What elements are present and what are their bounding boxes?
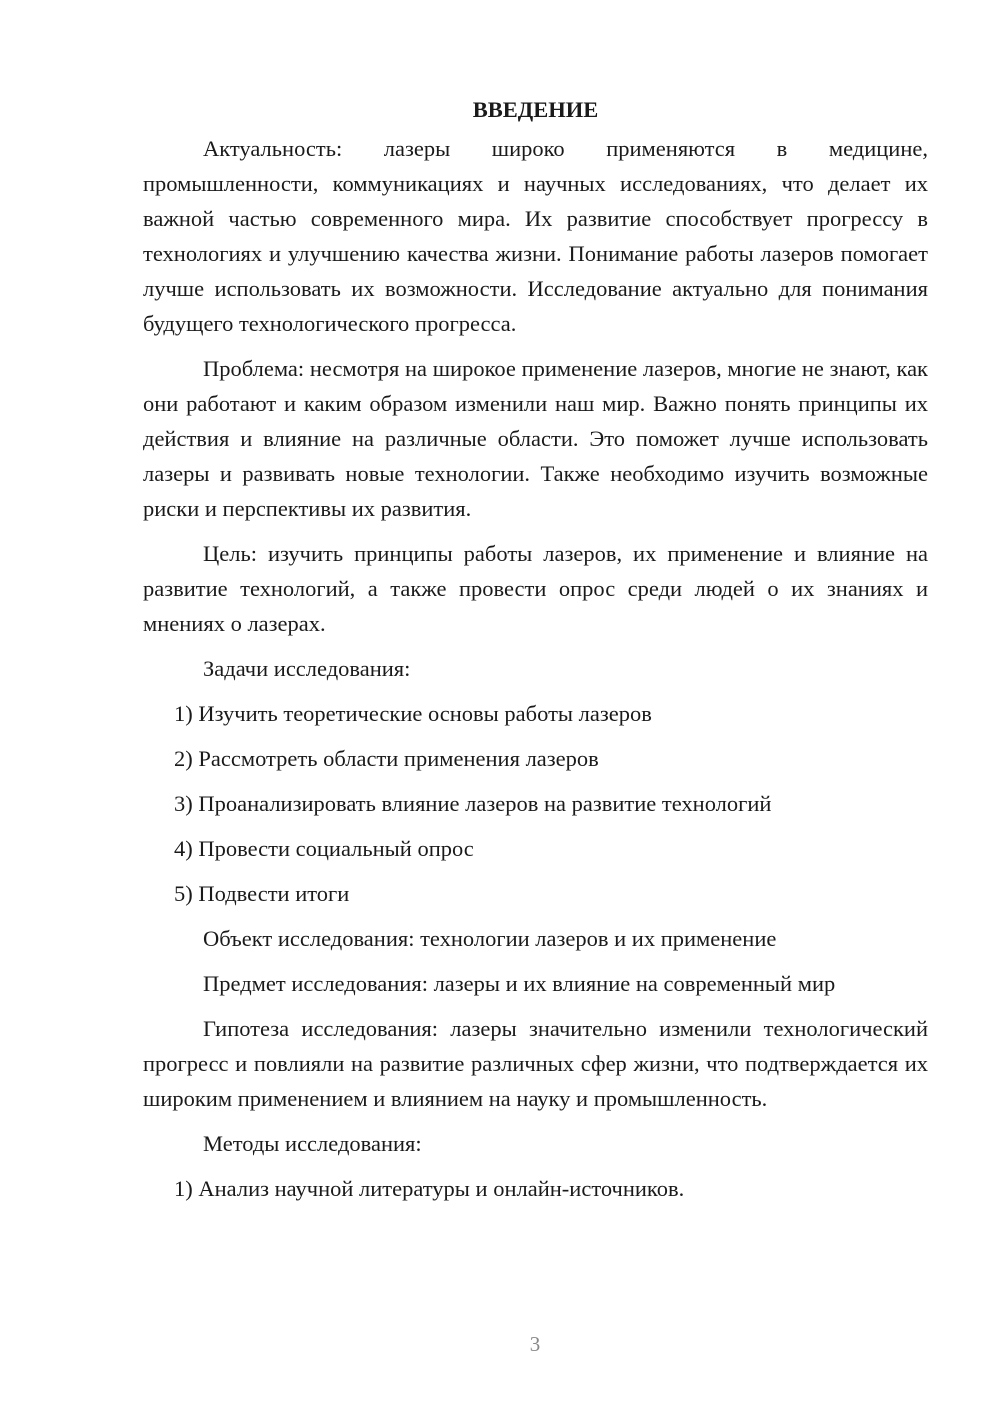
task-item: 3) Проанализировать влияние лазеров на развитие технологий: [174, 791, 772, 816]
methods-heading: Методы исследования:: [203, 1131, 422, 1156]
tasks-heading: Задачи исследования:: [203, 656, 411, 681]
document-page: [143, 92, 928, 1216]
problem-paragraph: Проблема: несмотря на широкое применение лазеров, многие не знают, как они работают и каким образом изменили наш мир. Важно понять принципы их действия и влияние на различные области. Это поможет лучше использовать лазеры и развивать новые технологии. Также необходимо изучить возможные риски и перспективы их развития.: [143, 356, 928, 521]
hypothesis-paragraph: Гипотеза исследования: лазеры значительно изменили технологический прогресс и повлияли на развитие различных сфер жизни, что подтверждается их широким применением и влиянием на науку и промышленность.: [143, 1016, 928, 1111]
goal-paragraph: Цель: изучить принципы работы лазеров, их применение и влияние на развитие технологий, а также провести опрос среди людей о их знаниях и мнениях о лазерах.: [143, 541, 928, 636]
task-item: 4) Провести социальный опрос: [174, 836, 474, 861]
method-item: 1) Анализ научной литературы и онлайн-источников.: [174, 1176, 685, 1201]
task-item: 5) Подвести итоги: [174, 881, 350, 906]
task-item: 1) Изучить теоретические основы работы лазеров: [174, 701, 652, 726]
page-number: 3: [529, 1332, 541, 1356]
research-object: Объект исследования: технологии лазеров и их применение: [203, 926, 777, 951]
research-subject: Предмет исследования: лазеры и их влияние на современный мир: [203, 971, 836, 996]
page-title: ВВЕДЕНИЕ: [472, 97, 599, 122]
task-item: 2) Рассмотреть области применения лазеров: [174, 746, 599, 771]
relevance-paragraph: Актуальность: лазеры широко применяются в медицине, промышленности, коммуникациях и научных исследованиях, что делает их важной частью современного мира. Их развитие способствует прогрессу в технологиях и улучшению качества жизни. Понимание работы лазеров помогает лучше использовать их возможности. Исследование актуально для понимания будущего технологического прогресса.: [143, 136, 928, 336]
